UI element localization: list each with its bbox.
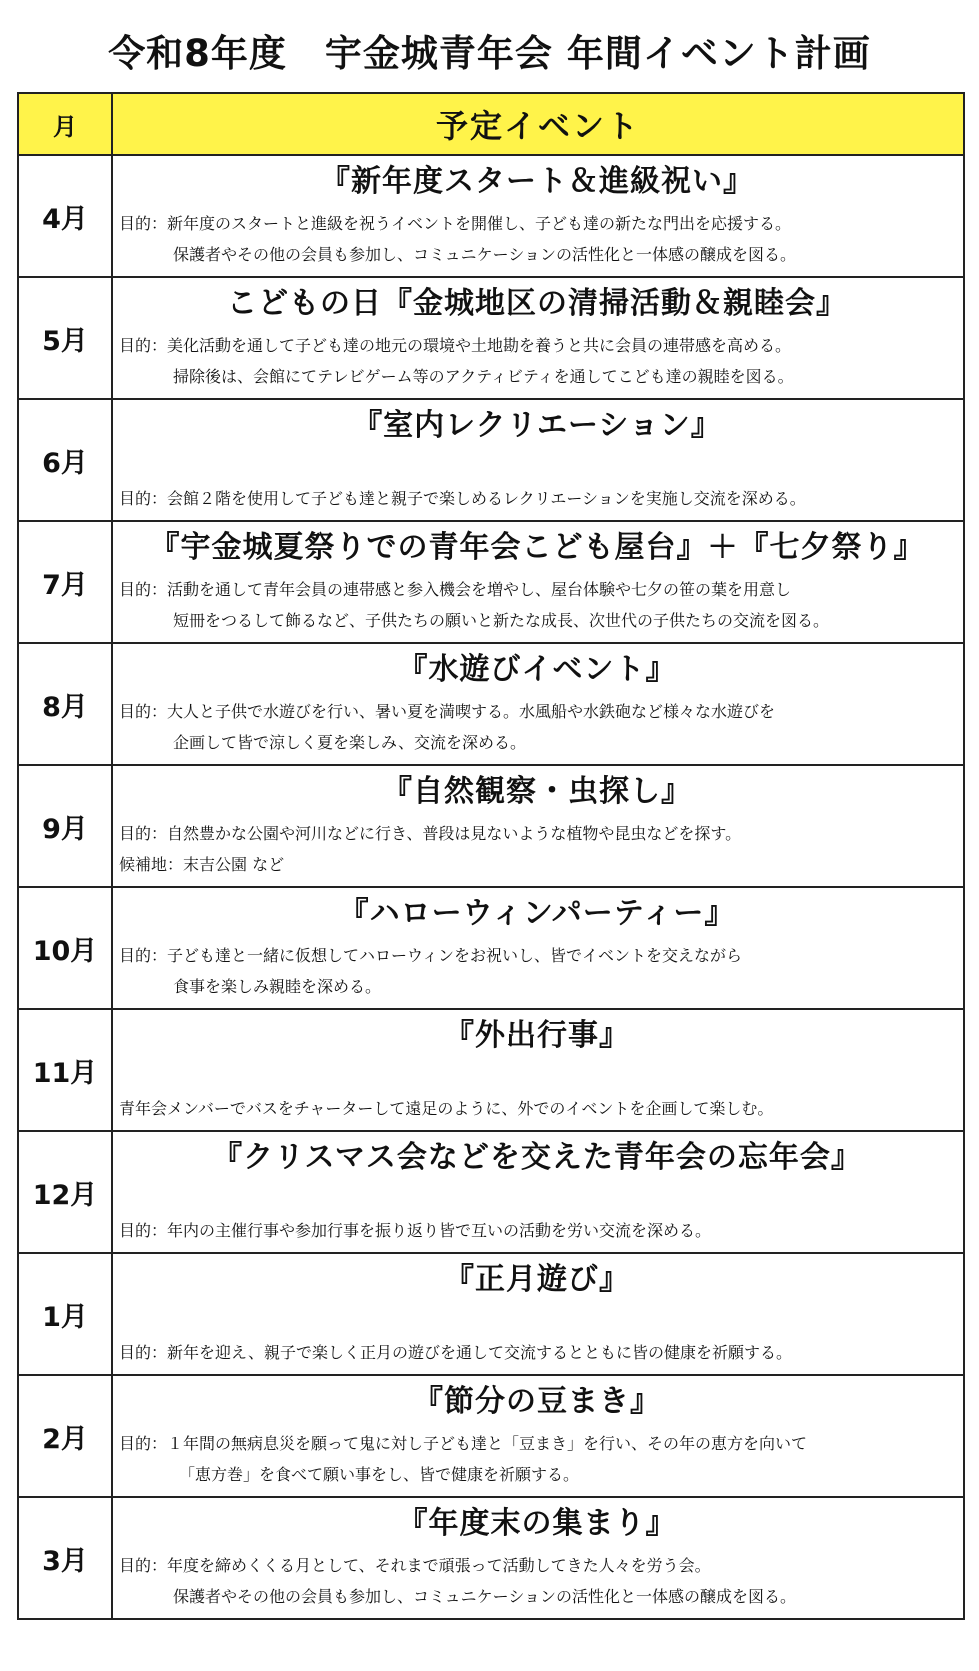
month-cell: 4月 <box>18 155 112 277</box>
event-cell <box>112 1131 964 1253</box>
event-cell <box>112 765 964 887</box>
month-cell: 8月 <box>18 643 112 765</box>
table-row <box>18 1253 964 1375</box>
event-detail-line: 短冊をつるして飾るなど、子供たちの願いと新たな成長、次世代の子供たちの交流を図る。 <box>173 611 830 630</box>
month-cell: 9月 <box>18 765 112 887</box>
event-detail-line: 保護者やその他の会員も参加し、コミュニケーションの活性化と一体感の醸成を図る。 <box>173 245 797 264</box>
event-purpose-line: 目的：子ども達と一緒に仮想してハローウィンをお祝いし、皆でイベントを交えながら <box>119 946 743 965</box>
event-cell <box>112 1497 964 1619</box>
event-title: 『節分の豆まき』 <box>413 1384 661 1419</box>
event-cell <box>112 277 964 399</box>
event-description <box>119 1093 955 1124</box>
header-event: 予定イベント <box>112 93 964 155</box>
month-cell: 6月 <box>18 399 112 521</box>
event-description <box>119 208 955 270</box>
month-cell: 11月 <box>18 1009 112 1131</box>
event-cell <box>112 1009 964 1131</box>
table-row <box>18 1497 964 1619</box>
event-cell <box>112 887 964 1009</box>
table-row <box>18 887 964 1009</box>
event-cell <box>112 155 964 277</box>
month-cell: 5月 <box>18 277 112 399</box>
event-purpose-line: 目的：大人と子供で水遊びを行い、暑い夏を満喫する。水風船や水鉄砲など様々な水遊びを <box>119 702 776 721</box>
table-row <box>18 765 964 887</box>
event-title: 『クリスマス会などを交えた青年会の忘年会』 <box>212 1140 862 1175</box>
event-description <box>119 818 955 880</box>
event-title: 『水遊びイベント』 <box>397 652 677 687</box>
table-row <box>18 155 964 277</box>
event-purpose-line: 目的：自然豊かな公園や河川などに行き、普段は見ないような植物や昆虫などを探す。 <box>119 824 742 843</box>
month-cell: 2月 <box>18 1375 112 1497</box>
table-row <box>18 277 964 399</box>
month-cell: 1月 <box>18 1253 112 1375</box>
page-title: 令和8年度 宇金城青年会 年間イベント計画 <box>108 32 871 75</box>
month-cell: 7月 <box>18 521 112 643</box>
event-description <box>119 1215 955 1246</box>
event-location-line: 候補地：末吉公園 など <box>119 855 285 874</box>
event-cell <box>112 643 964 765</box>
event-title: 『自然観察・虫探し』 <box>382 774 692 809</box>
event-title: 『年度末の集まり』 <box>397 1506 677 1541</box>
table-row <box>18 643 964 765</box>
event-title: 『室内レクリエーション』 <box>352 408 722 443</box>
event-description <box>119 330 955 392</box>
month-cell: 10月 <box>18 887 112 1009</box>
event-title: 『外出行事』 <box>444 1018 630 1053</box>
event-cell <box>112 1375 964 1497</box>
event-detail-line: 掃除後は、会館にてテレビゲーム等のアクティビティを通してこども達の親睦を図る。 <box>173 367 794 386</box>
event-purpose-line: 青年会メンバーでバスをチャーターして遠足のように、外でのイベントを企画して楽しむ。 <box>119 1099 774 1118</box>
event-title: こどもの日『金城地区の清掃活動＆親睦会』 <box>227 286 847 321</box>
event-purpose-line: 目的：年内の主催行事や参加行事を振り返り皆で互いの活動を労い交流を深める。 <box>119 1221 712 1240</box>
table-row <box>18 521 964 643</box>
event-purpose-line: 目的：新年度のスタートと進級を祝うイベントを開催し、子ども達の新たな門出を応援する。 <box>119 214 792 233</box>
month-cell: 3月 <box>18 1497 112 1619</box>
event-purpose-line: 目的：１年間の無病息災を願って鬼に対し子ども達と「豆まき」を行い、その年の恵方を向いて <box>119 1434 808 1453</box>
table-row <box>18 1009 964 1131</box>
event-purpose-line: 目的：美化活動を通して子ども達の地元の環境や土地勘を養うと共に会員の連帯感を高める。 <box>119 336 792 355</box>
event-description <box>119 483 955 514</box>
event-detail-line: 食事を楽しみ親睦を深める。 <box>173 977 382 996</box>
table-row <box>18 1131 964 1253</box>
event-detail-line: 保護者やその他の会員も参加し、コミュニケーションの活性化と一体感の醸成を図る。 <box>173 1587 797 1606</box>
event-purpose-line: 目的：新年を迎え、親子で楽しく正月の遊びを通して交流するとともに皆の健康を祈願する。 <box>119 1343 792 1362</box>
event-title: 『ハローウィンパーティー』 <box>338 896 736 931</box>
event-purpose-line: 目的：活動を通して青年会員の連帯感と参入機会を増やし、屋台体験や七夕の笹の葉を用意し <box>119 580 792 599</box>
event-description <box>119 1428 955 1490</box>
event-description <box>119 574 955 636</box>
event-purpose-line: 目的：年度を締めくくる月として、それまで頑張って活動してきた人々を労う会。 <box>119 1556 711 1575</box>
event-title: 『新年度スタート＆進級祝い』 <box>320 164 754 199</box>
event-cell <box>112 1253 964 1375</box>
event-description <box>119 940 955 1002</box>
month-cell: 12月 <box>18 1131 112 1253</box>
event-description <box>119 1337 955 1368</box>
event-detail-line: 「恵方巻」を食べて願い事をし、皆で健康を祈願する。 <box>179 1465 580 1484</box>
event-title: 『正月遊び』 <box>444 1262 630 1297</box>
table-row <box>18 1375 964 1497</box>
event-description <box>119 696 955 758</box>
table-row <box>18 399 964 521</box>
event-cell <box>112 399 964 521</box>
event-plan-table <box>17 92 965 1620</box>
event-description <box>119 1550 955 1612</box>
event-purpose-line: 目的：会館２階を使用して子ども達と親子で楽しめるレクリエーションを実施し交流を深める。 <box>119 489 806 508</box>
event-cell <box>112 521 964 643</box>
event-detail-line: 企画して皆で涼しく夏を楽しみ、交流を深める。 <box>173 733 526 752</box>
header-month: 月 <box>18 93 112 155</box>
event-title: 『宇金城夏祭りでの青年会こども屋台』＋『七夕祭り』 <box>149 530 925 565</box>
table-header-row <box>18 93 964 155</box>
